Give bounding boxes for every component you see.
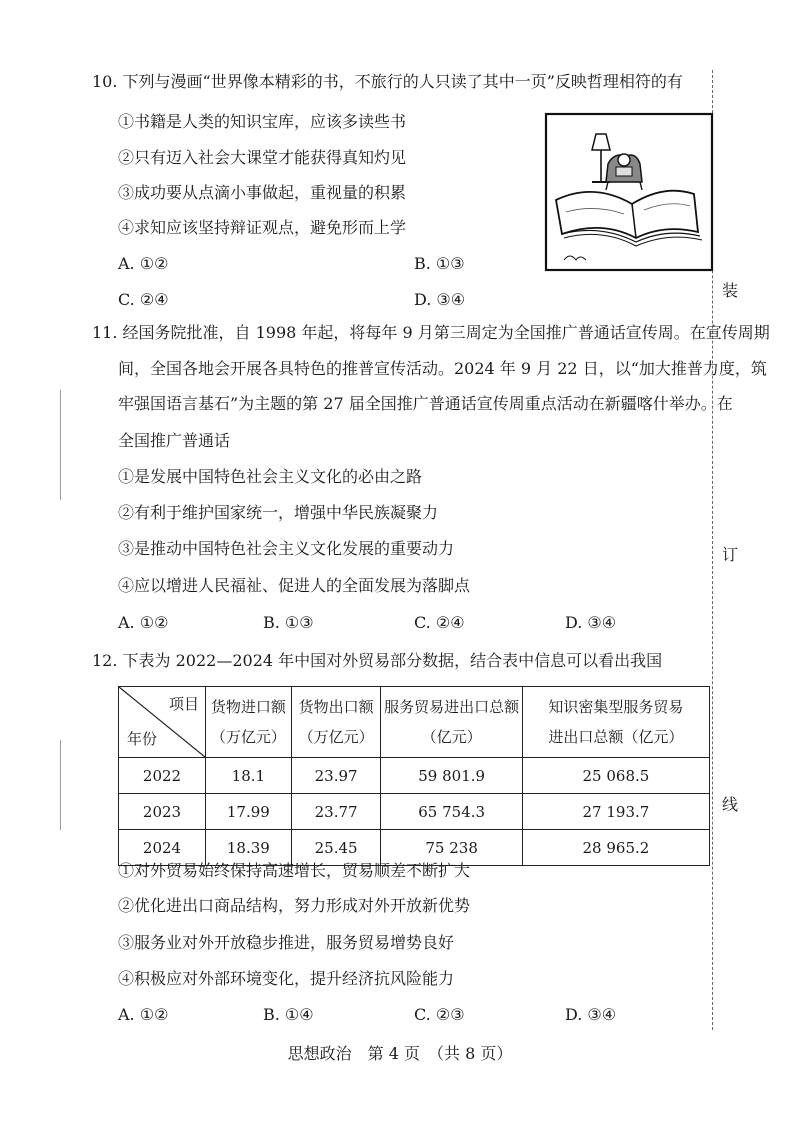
q10-option: ③成功要从点滴小事做起，重视量的积累 bbox=[118, 183, 407, 202]
corner-year-label: 年份 bbox=[127, 730, 158, 748]
table-corner-cell bbox=[119, 687, 206, 758]
table-header-cell: 服务贸易进出口总额 （亿元） bbox=[381, 687, 522, 758]
q10-stem: 10. 下列与漫画“世界像本精彩的书，不旅行的人只读了其中一页”反映哲理相符的有 bbox=[92, 72, 683, 91]
q11-stem-line: 牢强国语言基石”为主题的第 27 届全国推广普通话宣传周重点活动在新疆喀什举办。在 bbox=[118, 394, 733, 413]
table-cell: 75 238 bbox=[381, 830, 522, 866]
table-header-row bbox=[119, 687, 710, 758]
year-cell: 2022 bbox=[119, 758, 206, 794]
q11-choice-c[interactable]: C. ②④ bbox=[414, 613, 465, 632]
table-cell: 28 965.2 bbox=[522, 830, 709, 866]
q10-choice-c[interactable]: C. ②④ bbox=[118, 290, 169, 309]
q11-option: ①是发展中国特色社会主义文化的必由之路 bbox=[118, 467, 423, 486]
year-cell: 2023 bbox=[119, 794, 206, 830]
q12-option: ③服务业对外开放稳步推进，服务贸易增势良好 bbox=[118, 933, 455, 952]
q11-choice-d[interactable]: D. ③④ bbox=[565, 613, 617, 632]
q12-option: ④积极应对外部环境变化，提升经济抗风险能力 bbox=[118, 969, 455, 988]
q11-stem-line: 全国推广普通话 bbox=[118, 431, 231, 450]
q10-option: ①书籍是人类的知识宝库，应该多读些书 bbox=[118, 112, 407, 131]
q11-option: ②有利于维护国家统一，增强中华民族凝聚力 bbox=[118, 503, 439, 522]
table-cell: 23.77 bbox=[291, 794, 381, 830]
table-cell: 25.45 bbox=[291, 830, 381, 866]
q12-choice-b[interactable]: B. ①④ bbox=[263, 1005, 314, 1024]
q11-option: ③是推动中国特色社会主义文化发展的重要动力 bbox=[118, 539, 455, 558]
table-cell: 25 068.5 bbox=[522, 758, 709, 794]
q11-stem-line: 11. 经国务院批准，自 1998 年起，将每年 9 月第三周定为全国推广普通话宣传周。在宣传周期 bbox=[92, 323, 770, 342]
table-cell: 65 754.3 bbox=[381, 794, 522, 830]
table-header-cell: 货物出口额 （万亿元） bbox=[291, 687, 381, 758]
table-cell: 18.1 bbox=[206, 758, 292, 794]
q11-choice-a[interactable]: A. ①② bbox=[118, 613, 169, 632]
year-cell: 2024 bbox=[119, 830, 206, 866]
table-row bbox=[119, 794, 710, 830]
binding-char-zhuang: 装 bbox=[722, 276, 738, 303]
table-header-cell: 知识密集型服务贸易 进出口总额（亿元） bbox=[522, 687, 709, 758]
table-header-cell: 货物进口额 （万亿元） bbox=[206, 687, 292, 758]
q10-option: ④求知应该坚持辩证观点，避免形而上学 bbox=[118, 218, 407, 237]
corner-item-label: 项目 bbox=[168, 695, 199, 713]
q12-stem: 12. 下表为 2022—2024 年中国对外贸易部分数据，结合表中信息可以看出我国 bbox=[92, 651, 663, 670]
q11-option: ④应以增进人民福祉、促进人的全面发展为落脚点 bbox=[118, 576, 471, 595]
q12-option: ①对外贸易始终保持高速增长，贸易顺差不断扩大 bbox=[118, 861, 471, 880]
table-cell: 18.39 bbox=[206, 830, 292, 866]
left-scan-line bbox=[60, 390, 61, 500]
table-cell: 17.99 bbox=[206, 794, 292, 830]
q11-choice-b[interactable]: B. ①③ bbox=[263, 613, 314, 632]
q10-choice-d[interactable]: D. ③④ bbox=[414, 290, 466, 309]
q12-option: ②优化进出口商品结构，努力形成对外开放新优势 bbox=[118, 896, 471, 915]
binding-char-ding: 订 bbox=[722, 540, 738, 567]
table-cell: 59 801.9 bbox=[381, 758, 522, 794]
table-cell: 23.97 bbox=[291, 758, 381, 794]
comic-illustration bbox=[544, 112, 714, 272]
q10-choice-b[interactable]: B. ①③ bbox=[414, 254, 465, 273]
q10-option: ②只有迈入社会大课堂才能获得真知灼见 bbox=[118, 148, 407, 167]
q12-choice-c[interactable]: C. ②③ bbox=[414, 1005, 465, 1024]
page-footer: 思想政治 第 4 页 （共 8 页） bbox=[287, 1044, 513, 1063]
q12-choice-a[interactable]: A. ①② bbox=[118, 1005, 169, 1024]
table-cell: 27 193.7 bbox=[522, 794, 709, 830]
q11-stem-line: 间，全国各地会开展各具特色的推普宣传活动。2024 年 9 月 22 日，以“加大推普力度，筑 bbox=[118, 359, 767, 378]
left-scan-line bbox=[60, 740, 61, 830]
q12-choice-d[interactable]: D. ③④ bbox=[565, 1005, 617, 1024]
binding-char-xian: 线 bbox=[722, 790, 738, 817]
trade-data-table bbox=[118, 686, 710, 866]
table-row bbox=[119, 758, 710, 794]
q10-choice-a[interactable]: A. ①② bbox=[118, 254, 169, 273]
